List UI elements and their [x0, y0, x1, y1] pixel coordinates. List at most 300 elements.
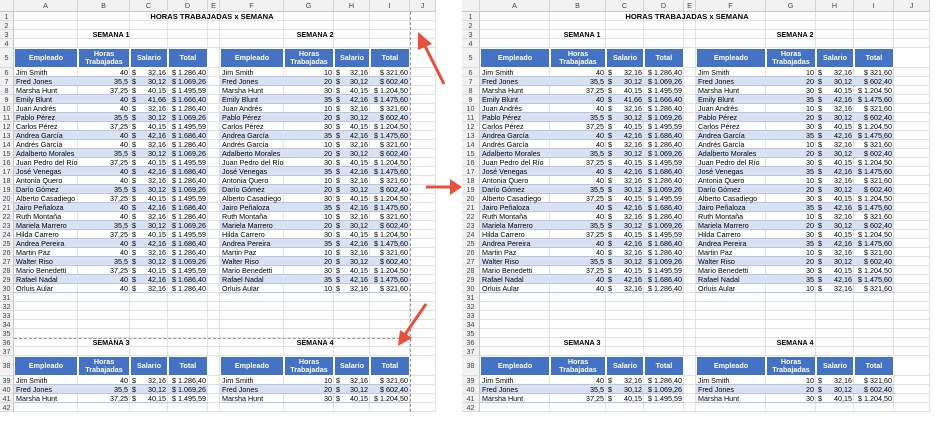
currency-symbol: $	[132, 212, 136, 221]
arrow-icon	[410, 30, 450, 90]
table-header: Salario	[816, 48, 854, 68]
grid-row	[480, 302, 930, 311]
row-header[interactable]: 26	[462, 248, 480, 257]
row-header[interactable]: 42	[462, 403, 480, 412]
currency-symbol: $	[336, 230, 340, 239]
row-header[interactable]: 24	[462, 230, 480, 239]
total-cell: $ 321,60	[370, 104, 410, 113]
salary-cell	[816, 221, 854, 230]
employee-name: Emily Blunt	[220, 95, 284, 104]
salary-cell	[606, 275, 644, 284]
row-header[interactable]: 17	[0, 167, 14, 176]
currency-symbol: $	[132, 149, 136, 158]
employee-name: Mariela Marrero	[480, 221, 550, 230]
currency-symbol: $	[818, 203, 822, 212]
salary-value: 32,16	[350, 68, 368, 77]
total-cell: $ 1.686,40	[644, 131, 684, 140]
column-header-e[interactable]: E	[208, 0, 220, 12]
total-cell: $ 1.495,59	[644, 122, 684, 131]
row-header[interactable]: 25	[462, 239, 480, 248]
hours-cell: 37,25	[550, 86, 606, 95]
hours-cell: 35,5	[78, 257, 130, 266]
row-header[interactable]: 16	[0, 158, 14, 167]
salary-cell	[130, 212, 168, 221]
salary-cell	[130, 275, 168, 284]
salary-cell	[606, 257, 644, 266]
salary-cell	[334, 221, 370, 230]
hours-cell: 35,5	[550, 113, 606, 122]
hours-cell: 10	[766, 248, 816, 257]
row-header[interactable]: 6	[462, 68, 480, 77]
employee-name: Juan Andrés	[696, 104, 766, 113]
row-header[interactable]: 4	[462, 39, 480, 48]
row-header[interactable]: 42	[0, 403, 14, 412]
salary-cell	[816, 122, 854, 131]
salary-value: 40,15	[148, 122, 166, 131]
employee-name: Pablo Pérez	[220, 113, 284, 122]
row-header[interactable]: 6	[0, 68, 14, 77]
currency-symbol: $	[336, 113, 340, 122]
row-header[interactable]: 35	[462, 329, 480, 338]
row-header[interactable]: 11	[462, 113, 480, 122]
salary-value: 30,12	[624, 77, 642, 86]
currency-symbol: $	[132, 385, 136, 394]
row-header[interactable]: 23	[462, 221, 480, 230]
currency-symbol: $	[336, 266, 340, 275]
currency-symbol: $	[818, 122, 822, 131]
hours-cell: 20	[284, 221, 334, 230]
salary-value: 40,15	[148, 230, 166, 239]
employee-name: Marsha Hunt	[480, 86, 550, 95]
salary-value: 30,12	[834, 149, 852, 158]
hours-cell: 35	[284, 203, 334, 212]
employee-name: Andrea Pereira	[696, 239, 766, 248]
salary-cell	[606, 394, 644, 403]
currency-symbol: $	[608, 248, 612, 257]
salary-cell	[334, 86, 370, 95]
row-header[interactable]: 18	[0, 176, 14, 185]
column-header-i[interactable]: I	[370, 0, 410, 12]
table-header: Salario	[606, 356, 644, 376]
row-header[interactable]: 11	[0, 113, 14, 122]
column-header-c[interactable]: C	[130, 0, 168, 12]
hours-cell: 37,25	[550, 394, 606, 403]
salary-value: 40,15	[350, 266, 368, 275]
row-header[interactable]: 25	[0, 239, 14, 248]
salary-value: 40,15	[624, 230, 642, 239]
salary-cell	[130, 140, 168, 149]
row-header[interactable]: 17	[462, 167, 480, 176]
row-header[interactable]: 30	[462, 284, 480, 293]
salary-cell	[606, 284, 644, 293]
row-header[interactable]: 19	[0, 185, 14, 194]
salary-cell	[334, 248, 370, 257]
salary-cell	[334, 122, 370, 131]
currency-symbol: $	[818, 185, 822, 194]
currency-symbol: $	[818, 158, 822, 167]
row-header[interactable]: 21	[462, 203, 480, 212]
total-cell: $ 1.204,50	[370, 86, 410, 95]
hours-cell: 10	[284, 140, 334, 149]
row-header[interactable]: 18	[462, 176, 480, 185]
row-header[interactable]: 2	[462, 21, 480, 30]
week-title: SEMANA 1	[563, 30, 601, 39]
total-cell: $ 1.069,26	[644, 185, 684, 194]
hours-cell: 37,25	[550, 230, 606, 239]
column-header-a[interactable]: A	[480, 0, 550, 12]
row-header[interactable]: 16	[462, 158, 480, 167]
currency-symbol: $	[132, 185, 136, 194]
row-header[interactable]: 12	[0, 122, 14, 131]
hours-cell: 40	[550, 275, 606, 284]
total-cell: $ 602,40	[370, 149, 410, 158]
row-header[interactable]: 24	[0, 230, 14, 239]
row-header[interactable]: 20	[462, 194, 480, 203]
spreadsheet-after	[462, 0, 934, 428]
employee-name: Jim Smith	[220, 376, 284, 385]
row-header[interactable]: 23	[0, 221, 14, 230]
salary-value: 30,12	[350, 221, 368, 230]
row-header[interactable]: 1	[462, 12, 480, 21]
row-header[interactable]: 32	[462, 302, 480, 311]
salary-value: 30,12	[834, 77, 852, 86]
row-header[interactable]: 34	[0, 320, 14, 329]
row-header[interactable]: 38	[0, 356, 14, 376]
table-header: Total	[854, 48, 894, 68]
salary-value: 40,15	[350, 394, 368, 403]
row-header[interactable]: 10	[462, 104, 480, 113]
total-cell: $ 321,60	[370, 212, 410, 221]
row-header[interactable]: 41	[462, 394, 480, 403]
salary-value: 40,15	[350, 122, 368, 131]
employee-name: Mariela Marrero	[220, 221, 284, 230]
row-header[interactable]: 1	[0, 12, 14, 21]
column-header-f[interactable]: F	[696, 0, 766, 12]
column-header-h[interactable]: H	[334, 0, 370, 12]
hours-cell: 37,25	[550, 266, 606, 275]
column-header-j[interactable]: J	[894, 0, 930, 12]
salary-value: 30,12	[350, 113, 368, 122]
column-header-j[interactable]: J	[410, 0, 436, 12]
row-header[interactable]: 22	[0, 212, 14, 221]
column-header-a[interactable]: A	[14, 0, 78, 12]
salary-cell	[130, 194, 168, 203]
currency-symbol: $	[132, 167, 136, 176]
salary-cell	[816, 131, 854, 140]
salary-cell	[816, 149, 854, 158]
column-header-f[interactable]: F	[220, 0, 284, 12]
salary-value: 30,12	[624, 257, 642, 266]
row-header[interactable]: 13	[462, 131, 480, 140]
salary-value: 30,12	[624, 385, 642, 394]
column-header-d[interactable]: D	[644, 0, 684, 12]
total-cell: $ 1.286,40	[168, 104, 208, 113]
currency-symbol: $	[818, 212, 822, 221]
table-header: Total	[370, 48, 410, 68]
row-header[interactable]: 20	[0, 194, 14, 203]
hours-cell: 20	[766, 221, 816, 230]
salary-cell	[606, 158, 644, 167]
currency-symbol: $	[132, 203, 136, 212]
salary-value: 30,12	[350, 257, 368, 266]
salary-value: 32,16	[624, 68, 642, 77]
salary-cell	[334, 194, 370, 203]
currency-symbol: $	[818, 176, 822, 185]
week-title: SEMANA 4	[776, 338, 814, 347]
salary-cell	[130, 158, 168, 167]
row-header[interactable]: 15	[0, 149, 14, 158]
salary-cell	[606, 248, 644, 257]
total-cell: $ 1.204,50	[854, 230, 894, 239]
column-header-g[interactable]: G	[766, 0, 816, 12]
salary-value: 40,15	[350, 86, 368, 95]
hours-cell: 40	[550, 104, 606, 113]
row-header[interactable]: 15	[462, 149, 480, 158]
total-cell: $ 1.069,26	[168, 149, 208, 158]
row-header[interactable]: 26	[0, 248, 14, 257]
hours-cell: 40	[78, 140, 130, 149]
hours-cell: 30	[284, 394, 334, 403]
salary-cell	[334, 394, 370, 403]
total-cell: $ 602,40	[854, 385, 894, 394]
currency-symbol: $	[336, 284, 340, 293]
salary-value: 32,16	[624, 140, 642, 149]
row-header[interactable]: 12	[462, 122, 480, 131]
row-header[interactable]: 28	[0, 266, 14, 275]
row-header[interactable]: 13	[0, 131, 14, 140]
total-cell: $ 1.475,60	[854, 95, 894, 104]
row-header[interactable]: 3	[0, 30, 14, 39]
row-header[interactable]: 21	[0, 203, 14, 212]
spreadsheet-before	[0, 0, 425, 428]
salary-cell	[334, 284, 370, 293]
row-header[interactable]: 40	[0, 385, 14, 394]
employee-name: Walter Riso	[220, 257, 284, 266]
salary-cell	[334, 185, 370, 194]
currency-symbol: $	[818, 221, 822, 230]
currency-symbol: $	[818, 239, 822, 248]
salary-value: 42,16	[624, 167, 642, 176]
row-header[interactable]: 29	[462, 275, 480, 284]
salary-value: 40,15	[148, 266, 166, 275]
salary-value: 40,15	[834, 266, 852, 275]
row-header[interactable]: 3	[462, 30, 480, 39]
employee-name: Antonia Quero	[14, 176, 78, 185]
employee-name: Juan Andrés	[480, 104, 550, 113]
employee-name: Ruth Montaña	[220, 212, 284, 221]
currency-symbol: $	[608, 131, 612, 140]
row-header[interactable]: 37	[0, 347, 14, 356]
total-cell: $ 602,40	[854, 221, 894, 230]
hours-cell: 10	[766, 284, 816, 293]
row-header[interactable]: 9	[462, 95, 480, 104]
hours-cell: 30	[766, 158, 816, 167]
hours-cell: 40	[78, 284, 130, 293]
column-header-c[interactable]: C	[606, 0, 644, 12]
row-header[interactable]: 37	[462, 347, 480, 356]
week-title: SEMANA 3	[92, 338, 130, 347]
row-header[interactable]: 36	[462, 338, 480, 347]
column-header-g[interactable]: G	[284, 0, 334, 12]
employee-name: Fred Jones	[14, 77, 78, 86]
salary-cell	[816, 394, 854, 403]
employee-name: Fred Jones	[696, 77, 766, 86]
row-header[interactable]: 4	[0, 39, 14, 48]
row-header[interactable]: 39	[0, 376, 14, 385]
currency-symbol: $	[336, 221, 340, 230]
column-header-d[interactable]: D	[168, 0, 208, 12]
row-header[interactable]: 34	[462, 320, 480, 329]
currency-symbol: $	[132, 284, 136, 293]
salary-cell	[334, 140, 370, 149]
salary-value: 30,12	[148, 185, 166, 194]
table-header: Empleado	[696, 48, 766, 68]
hours-cell: 37,25	[78, 230, 130, 239]
currency-symbol: $	[818, 149, 822, 158]
hours-cell: 35	[766, 95, 816, 104]
salary-value: 40,15	[834, 394, 852, 403]
total-cell: $ 1.286,40	[644, 104, 684, 113]
salary-cell	[606, 122, 644, 131]
salary-cell	[130, 284, 168, 293]
salary-value: 30,12	[350, 77, 368, 86]
salary-cell	[606, 239, 644, 248]
column-header-i[interactable]: I	[854, 0, 894, 12]
currency-symbol: $	[818, 266, 822, 275]
row-header[interactable]: 32	[0, 302, 14, 311]
total-cell: $ 1.495,59	[644, 194, 684, 203]
row-header[interactable]: 2	[0, 21, 14, 30]
total-cell: $ 321,60	[854, 140, 894, 149]
column-header-b[interactable]: B	[78, 0, 130, 12]
currency-symbol: $	[818, 113, 822, 122]
currency-symbol: $	[132, 221, 136, 230]
row-header[interactable]: 5	[462, 48, 480, 68]
row-header[interactable]: 36	[0, 338, 14, 347]
row-header[interactable]: 22	[462, 212, 480, 221]
row-header[interactable]: 7	[462, 77, 480, 86]
total-cell: $ 321,60	[370, 284, 410, 293]
total-cell: $ 1.204,50	[854, 194, 894, 203]
total-cell: $ 1.495,59	[168, 122, 208, 131]
row-header[interactable]: 31	[462, 293, 480, 302]
salary-cell	[334, 257, 370, 266]
employee-name: Juan Pedro del Río	[480, 158, 550, 167]
row-header[interactable]: 31	[0, 293, 14, 302]
currency-symbol: $	[818, 257, 822, 266]
salary-cell	[334, 158, 370, 167]
employee-name: Andrés García	[696, 140, 766, 149]
total-cell: $ 1.204,50	[854, 394, 894, 403]
grid-row	[480, 329, 930, 338]
salary-value: 32,16	[624, 284, 642, 293]
salary-value: 42,16	[350, 239, 368, 248]
employee-name: Orluis Aular	[220, 284, 284, 293]
hours-cell: 35,5	[550, 77, 606, 86]
salary-value: 32,16	[834, 104, 852, 113]
currency-symbol: $	[336, 167, 340, 176]
row-header[interactable]: 38	[462, 356, 480, 376]
row-header[interactable]: 27	[0, 257, 14, 266]
currency-symbol: $	[608, 185, 612, 194]
row-header[interactable]: 14	[0, 140, 14, 149]
salary-value: 30,12	[148, 149, 166, 158]
salary-cell	[130, 230, 168, 239]
hours-cell: 35,5	[550, 221, 606, 230]
salary-value: 32,16	[148, 284, 166, 293]
employee-name: Emily Blunt	[696, 95, 766, 104]
grid-line	[929, 12, 930, 412]
salary-value: 32,16	[834, 140, 852, 149]
employee-name: Antonia Quero	[220, 176, 284, 185]
currency-symbol: $	[608, 212, 612, 221]
total-cell: $ 1.686,40	[168, 239, 208, 248]
employee-name: Ruth Montaña	[480, 212, 550, 221]
salary-value: 40,15	[148, 86, 166, 95]
salary-value: 30,12	[350, 385, 368, 394]
row-header[interactable]: 27	[462, 257, 480, 266]
employee-name: Hilda Carrero	[14, 230, 78, 239]
salary-cell	[816, 185, 854, 194]
row-header[interactable]: 29	[0, 275, 14, 284]
row-header[interactable]: 40	[462, 385, 480, 394]
row-header[interactable]: 33	[462, 311, 480, 320]
total-cell: $ 1.286,40	[644, 284, 684, 293]
row-header[interactable]: 5	[0, 48, 14, 68]
employee-name: Marsha Hunt	[696, 394, 766, 403]
row-header[interactable]: 30	[0, 284, 14, 293]
salary-cell	[606, 176, 644, 185]
row-header[interactable]: 35	[0, 329, 14, 338]
row-header[interactable]: 28	[462, 266, 480, 275]
employee-name: Hilda Carrero	[220, 230, 284, 239]
row-header[interactable]: 39	[462, 376, 480, 385]
salary-value: 40,15	[624, 266, 642, 275]
total-cell: $ 1.686,40	[168, 167, 208, 176]
week-title: SEMANA 3	[563, 338, 601, 347]
salary-cell	[816, 385, 854, 394]
salary-value: 32,16	[834, 248, 852, 257]
column-header-h[interactable]: H	[816, 0, 854, 12]
total-cell: $ 1.686,40	[644, 275, 684, 284]
currency-symbol: $	[608, 122, 612, 131]
employee-name: Orluis Aular	[480, 284, 550, 293]
currency-symbol: $	[336, 257, 340, 266]
salary-value: 30,12	[834, 257, 852, 266]
column-header-e[interactable]: E	[684, 0, 696, 12]
row-header[interactable]: 8	[462, 86, 480, 95]
row-header[interactable]: 7	[0, 77, 14, 86]
row-header[interactable]: 19	[462, 185, 480, 194]
currency-symbol: $	[132, 131, 136, 140]
column-header-b[interactable]: B	[550, 0, 606, 12]
total-cell: $ 602,40	[370, 185, 410, 194]
currency-symbol: $	[818, 275, 822, 284]
row-header[interactable]: 10	[0, 104, 14, 113]
total-cell: $ 1.286,40	[168, 284, 208, 293]
row-header[interactable]: 33	[0, 311, 14, 320]
row-header[interactable]: 8	[0, 86, 14, 95]
row-header[interactable]: 14	[462, 140, 480, 149]
employee-name: Jim Smith	[480, 68, 550, 77]
currency-symbol: $	[608, 68, 612, 77]
row-header[interactable]: 9	[0, 95, 14, 104]
hours-cell: 37,25	[78, 86, 130, 95]
currency-symbol: $	[818, 68, 822, 77]
currency-symbol: $	[336, 185, 340, 194]
week-title: SEMANA 2	[776, 30, 814, 39]
row-header[interactable]: 41	[0, 394, 14, 403]
